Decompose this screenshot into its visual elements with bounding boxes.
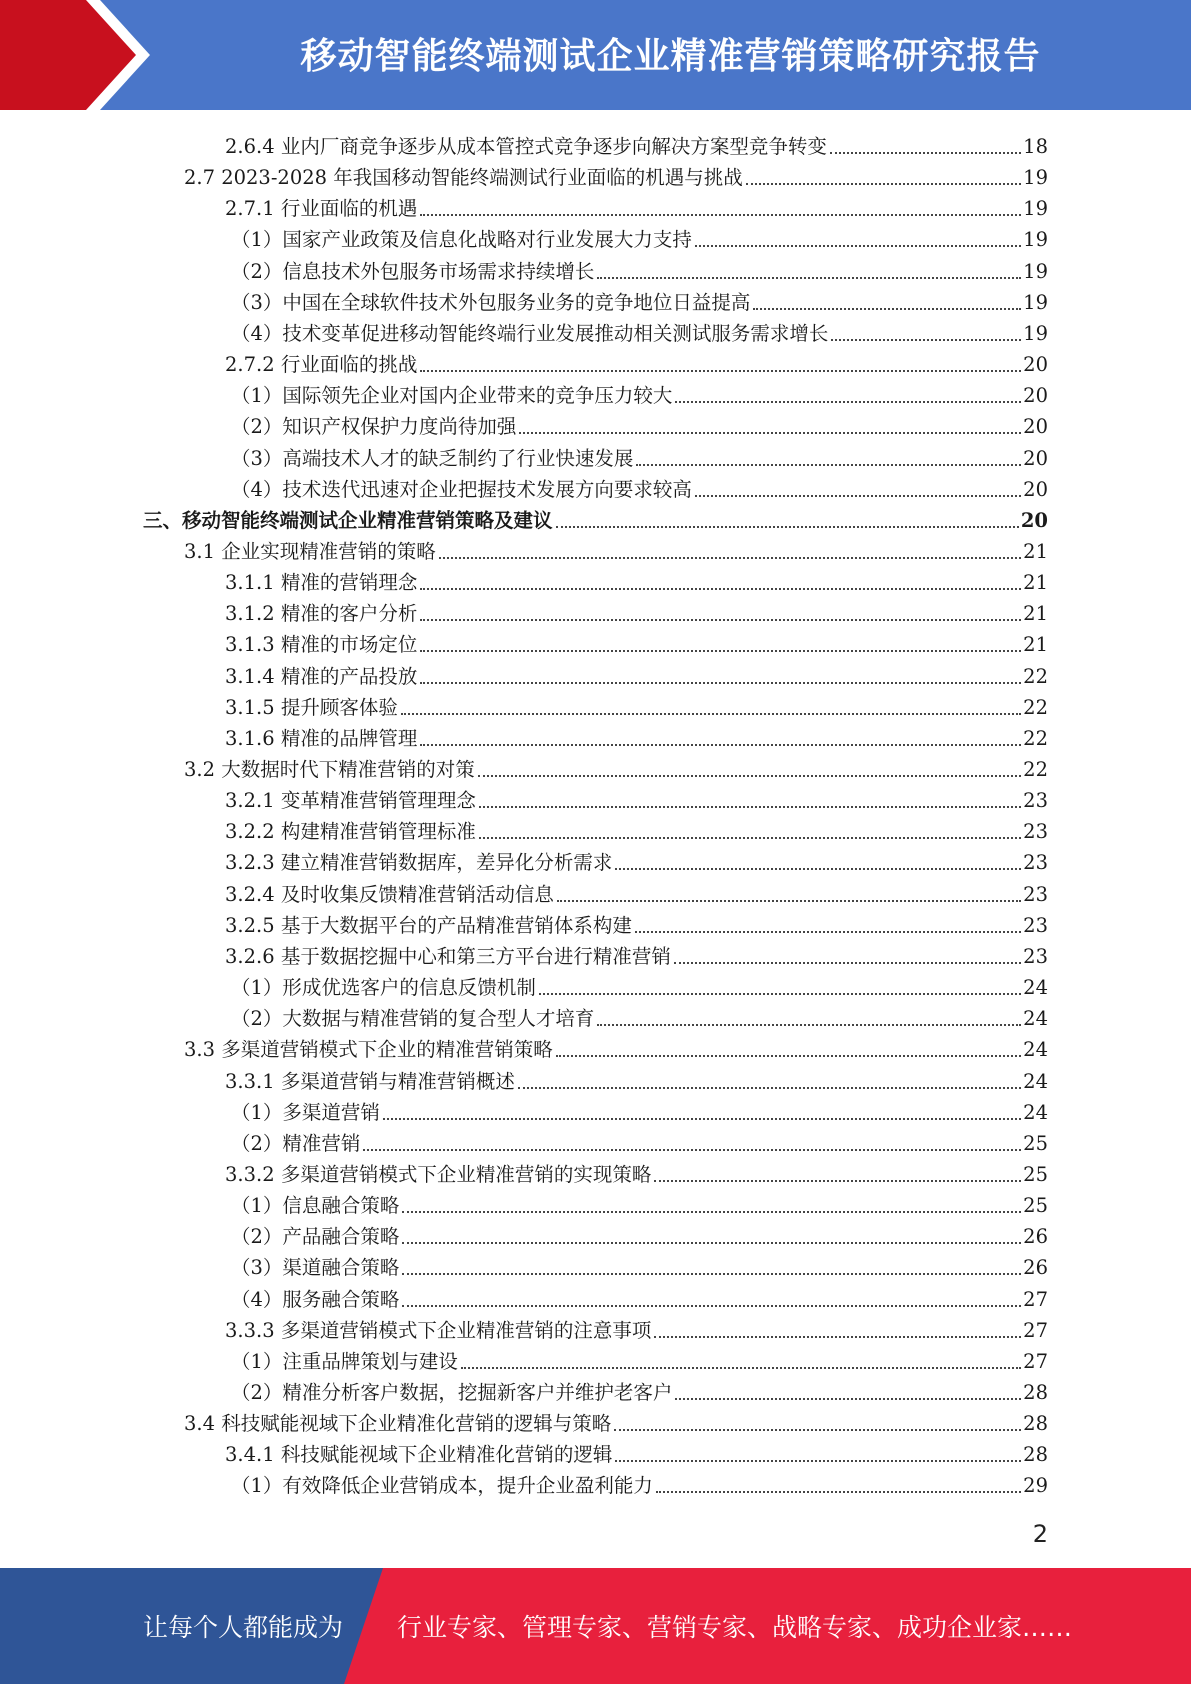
- toc-entry-page: 23: [1023, 944, 1048, 968]
- toc-entry[interactable]: [231, 471, 1048, 502]
- toc-entry[interactable]: [231, 284, 1048, 315]
- toc-entry-label: （4）技术变革促进移动智能终端行业发展推动相关测试服务需求增长: [231, 321, 829, 345]
- toc-entry-label: （2）产品融合策略: [231, 1225, 400, 1249]
- document-title: 移动智能终端测试企业精准营销策略研究报告: [300, 35, 1041, 77]
- toc-dot-leader: [615, 1460, 1021, 1462]
- toc-entry-page: 20: [1023, 477, 1048, 501]
- toc-dot-leader: [420, 214, 1021, 216]
- toc-dot-leader: [402, 1305, 1021, 1307]
- toc-entry[interactable]: [184, 533, 1048, 564]
- toc-dot-leader: [363, 1149, 1021, 1151]
- toc-entry-label: 3.1.3 精准的市场定位: [225, 633, 418, 657]
- toc-entry-label: 3.1.4 精准的产品投放: [225, 664, 418, 688]
- toc-dot-leader: [615, 868, 1021, 870]
- toc-entry-label: （2）精准营销: [231, 1131, 361, 1155]
- toc-entry-page: 27: [1023, 1349, 1048, 1373]
- toc-entry-label: 3.3.3 多渠道营销模式下企业精准营销的注意事项: [225, 1318, 652, 1342]
- toc-entry-label: 3.3.1 多渠道营销与精准营销概述: [225, 1069, 515, 1093]
- toc-entry-page: 23: [1023, 882, 1048, 906]
- toc-entry-label: （1）多渠道营销: [231, 1100, 380, 1124]
- toc-dot-leader: [479, 837, 1021, 839]
- toc-dot-leader: [654, 1336, 1021, 1338]
- toc-entry-label: 3.3.2 多渠道营销模式下企业精准营销的实现策略: [225, 1162, 652, 1186]
- toc-entry-page: 19: [1023, 321, 1048, 345]
- toc-dot-leader: [556, 526, 1019, 528]
- toc-entry-page: 25: [1023, 1162, 1048, 1186]
- toc-entry[interactable]: [231, 1218, 1048, 1249]
- toc-entry[interactable]: [225, 907, 1048, 938]
- toc-entry-page: 25: [1023, 1131, 1048, 1155]
- toc-entry-page: 22: [1023, 726, 1048, 750]
- toc-entry-page: 23: [1023, 820, 1048, 844]
- toc-entry[interactable]: [231, 377, 1048, 408]
- toc-entry[interactable]: [184, 751, 1048, 782]
- toc-entry-page: 21: [1023, 633, 1048, 657]
- toc-entry-label: （4）技术迭代迅速对企业把握技术发展方向要求较高: [231, 477, 692, 501]
- toc-entry-page: 21: [1023, 571, 1048, 595]
- toc-entry-page: 25: [1023, 1194, 1048, 1218]
- toc-entry-label: 2.7.1 行业面临的机遇: [225, 197, 418, 221]
- toc-entry-label: （1）有效降低企业营销成本，提升企业盈利能力: [231, 1474, 653, 1498]
- toc-entry-page: 23: [1023, 851, 1048, 875]
- toc-dot-leader: [654, 1180, 1021, 1182]
- toc-entry[interactable]: [225, 876, 1048, 907]
- toc-dot-leader: [746, 183, 1021, 185]
- toc-dot-leader: [478, 775, 1021, 777]
- toc-entry-page: 19: [1023, 166, 1048, 190]
- toc-entry-page: 23: [1023, 913, 1048, 937]
- toc-entry-label: （2）知识产权保护力度尚待加强: [231, 415, 517, 439]
- page-number: 2: [1032, 1520, 1048, 1548]
- toc-entry[interactable]: [225, 720, 1048, 751]
- toc-dot-leader: [420, 370, 1021, 372]
- toc-dot-leader: [753, 308, 1021, 310]
- toc-entry-label: （3）高端技术人才的缺乏制约了行业快速发展: [231, 446, 634, 470]
- toc-dot-leader: [439, 557, 1021, 559]
- toc-entry-label: （1）注重品牌策划与建设: [231, 1349, 458, 1373]
- toc-entry[interactable]: [231, 1000, 1048, 1031]
- toc-entry[interactable]: [225, 1312, 1048, 1343]
- toc-dot-leader: [695, 495, 1021, 497]
- toc-entry[interactable]: [225, 190, 1048, 221]
- toc-dot-leader: [635, 931, 1021, 933]
- toc-entry-page: 20: [1020, 508, 1048, 532]
- toc-entry-label: 3.4.1 科技赋能视域下企业精准化营销的逻辑: [225, 1443, 613, 1467]
- toc-entry-page: 24: [1023, 1038, 1048, 1062]
- toc-dot-leader: [420, 682, 1021, 684]
- toc-entry-label: （2）信息技术外包服务市场需求持续增长: [231, 259, 595, 283]
- toc-entry[interactable]: [231, 221, 1048, 252]
- toc-dot-leader: [479, 806, 1021, 808]
- toc-entry[interactable]: [184, 159, 1048, 190]
- toc-entry-page: 24: [1023, 976, 1048, 1000]
- toc-entry-label: （1）形成优选客户的信息反馈机制: [231, 976, 536, 1000]
- toc-entry-page: 20: [1023, 446, 1048, 470]
- toc-entry[interactable]: [225, 1156, 1048, 1187]
- toc-dot-leader: [539, 993, 1021, 995]
- toc-entry[interactable]: [184, 1405, 1048, 1436]
- toc-dot-leader: [656, 1491, 1021, 1493]
- toc-entry-page: 20: [1023, 384, 1048, 408]
- toc-dot-leader: [402, 1211, 1021, 1213]
- toc-dot-leader: [420, 588, 1021, 590]
- toc-entry-label: （2）精准分析客户数据，挖掘新客户并维护老客户: [231, 1381, 673, 1404]
- toc-entry-label: 3.1.5 提升顾客体验: [225, 695, 398, 719]
- toc-entry-label: 3.2.6 基于数据挖掘中心和第三方平台进行精准营销: [225, 944, 671, 968]
- toc-entry-page: 28: [1023, 1381, 1048, 1404]
- toc-entry[interactable]: [231, 315, 1048, 346]
- toc-entry[interactable]: [225, 595, 1048, 626]
- toc-entry-label: 3.1.2 精准的客户分析: [225, 602, 418, 626]
- toc-entry-label: 3.2.1 变革精准营销管理理念: [225, 789, 476, 813]
- toc-entry-page: 29: [1023, 1474, 1048, 1498]
- toc-entry[interactable]: [231, 408, 1048, 439]
- toc-dot-leader: [636, 464, 1021, 466]
- footer-slogan-left: 让每个人都能成为: [143, 1613, 344, 1642]
- toc-entry[interactable]: [225, 626, 1048, 657]
- toc-entry-page: 24: [1023, 1069, 1048, 1093]
- toc-dot-leader: [674, 962, 1021, 964]
- toc-entry-label: 2.6.4 业内厂商竞争逐步从成本管控式竞争逐步向解决方案型竞争转变: [225, 135, 827, 158]
- toc-entry-label: 3.2.4 及时收集反馈精准营销活动信息: [225, 882, 554, 906]
- toc-entry[interactable]: [231, 969, 1048, 1000]
- toc-entry-page: 22: [1023, 758, 1048, 781]
- toc-entry-label: 3.1 企业实现精准营销的策略: [184, 539, 436, 563]
- toc-dot-leader: [597, 277, 1021, 279]
- toc-entry-label: 2.7.2 行业面临的挑战: [225, 353, 418, 377]
- toc-entry[interactable]: [184, 1031, 1048, 1062]
- toc-dot-leader: [831, 339, 1021, 341]
- toc-entry-label: 2.7 2023-2028 年我国移动智能终端测试行业面临的机遇与挑战: [184, 166, 743, 190]
- toc-entry[interactable]: [225, 813, 1048, 844]
- toc-entry[interactable]: [225, 938, 1048, 969]
- toc-entry-page: 19: [1023, 290, 1048, 314]
- toc-entry[interactable]: [231, 1125, 1048, 1156]
- toc-entry[interactable]: [231, 1467, 1048, 1498]
- toc-entry-label: 3.1.1 精准的营销理念: [225, 571, 418, 595]
- toc-entry[interactable]: [225, 128, 1048, 159]
- toc-entry[interactable]: [231, 1343, 1048, 1374]
- toc-dot-leader: [401, 713, 1021, 715]
- toc-entry-label: （1）信息融合策略: [231, 1194, 400, 1218]
- toc-entry-label: 3.2.2 构建精准营销管理标准: [225, 820, 476, 844]
- toc-entry-label: （1）国际领先企业对国内企业带来的竞争压力较大: [231, 384, 673, 408]
- toc-entry-page: 21: [1023, 602, 1048, 626]
- toc-entry-label: 3.2.3 建立精准营销数据库，差异化分析需求: [225, 851, 613, 875]
- toc-entry-page: 22: [1023, 695, 1048, 719]
- toc-entry[interactable]: [225, 1436, 1048, 1467]
- toc-dot-leader: [420, 619, 1021, 621]
- toc-entry-page: 22: [1023, 664, 1048, 688]
- toc-entry[interactable]: [225, 346, 1048, 377]
- toc-entry-page: 24: [1023, 1007, 1048, 1031]
- page-footer: [0, 1568, 1191, 1684]
- toc-dot-leader: [557, 900, 1021, 902]
- toc-entry-label: 3.4 科技赋能视域下企业精准化营销的逻辑与策略: [184, 1412, 612, 1436]
- toc-entry-label: 3.2 大数据时代下精准营销的对策: [184, 758, 475, 781]
- toc-dot-leader: [597, 1024, 1021, 1026]
- toc-entry-label: （2）大数据与精准营销的复合型人才培育: [231, 1007, 595, 1031]
- toc-entry-label: （4）服务融合策略: [231, 1287, 400, 1311]
- toc-entry-page: 18: [1023, 135, 1048, 158]
- toc-entry-page: 21: [1023, 539, 1048, 563]
- toc-entry-page: 19: [1023, 197, 1048, 221]
- toc-entry[interactable]: [225, 689, 1048, 720]
- toc-entry[interactable]: [225, 564, 1048, 595]
- toc-entry[interactable]: [231, 1249, 1048, 1280]
- toc-entry[interactable]: [231, 1374, 1048, 1405]
- toc-dot-leader: [614, 1429, 1021, 1431]
- toc-entry-label: （3）中国在全球软件技术外包服务业务的竞争地位日益提高: [231, 290, 751, 314]
- toc-entry[interactable]: [225, 1063, 1048, 1094]
- toc-dot-leader: [518, 1087, 1021, 1089]
- toc-entry-page: 27: [1023, 1318, 1048, 1342]
- toc-dot-leader: [383, 1118, 1021, 1120]
- toc-entry[interactable]: [143, 502, 1048, 533]
- toc-entry[interactable]: [225, 782, 1048, 813]
- toc-entry-page: 19: [1023, 228, 1048, 252]
- toc-entry[interactable]: [231, 1281, 1048, 1312]
- toc-entry[interactable]: [231, 1187, 1048, 1218]
- toc-entry-page: 26: [1023, 1225, 1048, 1249]
- toc-entry-label: 3.3 多渠道营销模式下企业的精准营销策略: [184, 1038, 553, 1062]
- toc-entry-label: 3.1.6 精准的品牌管理: [225, 726, 418, 750]
- toc-dot-leader: [402, 1242, 1021, 1244]
- toc-dot-leader: [675, 1398, 1021, 1400]
- toc-entry[interactable]: [225, 844, 1048, 875]
- header-chevron-graphic: [0, 0, 160, 110]
- toc-entry-label: （3）渠道融合策略: [231, 1256, 400, 1280]
- toc-dot-leader: [695, 245, 1021, 247]
- toc-entry-page: 28: [1023, 1412, 1048, 1436]
- toc-dot-leader: [402, 1273, 1021, 1275]
- toc-entry-page: 24: [1023, 1100, 1048, 1124]
- toc-entry-page: 28: [1023, 1443, 1048, 1467]
- toc-entry[interactable]: [231, 440, 1048, 471]
- toc-dot-leader: [519, 432, 1021, 434]
- toc-entry[interactable]: [225, 658, 1048, 689]
- toc-dot-leader: [461, 1367, 1021, 1369]
- toc-entry-label: 3.2.5 基于大数据平台的产品精准营销体系构建: [225, 913, 632, 937]
- toc-entry[interactable]: [231, 1094, 1048, 1125]
- toc-entry-label: 三、移动智能终端测试企业精准营销策略及建议: [143, 508, 553, 532]
- toc-dot-leader: [420, 744, 1021, 746]
- toc-entry-page: 23: [1023, 789, 1048, 813]
- toc-entry-page: 26: [1023, 1256, 1048, 1280]
- toc-dot-leader: [675, 401, 1021, 403]
- footer-slogan-right: 行业专家、管理专家、营销专家、战略专家、成功企业家……: [397, 1613, 1073, 1642]
- toc-entry[interactable]: [231, 253, 1048, 284]
- toc-dot-leader: [556, 1055, 1021, 1057]
- toc-entry-page: 27: [1023, 1287, 1048, 1311]
- toc-dot-leader: [420, 650, 1021, 652]
- toc-entry-page: 20: [1023, 415, 1048, 439]
- toc-entry-page: 20: [1023, 353, 1048, 377]
- page-header: [0, 0, 1191, 110]
- toc-entry-label: （1）国家产业政策及信息化战略对行业发展大力支持: [231, 228, 692, 252]
- toc-dot-leader: [830, 152, 1021, 154]
- toc-entry-page: 19: [1023, 259, 1048, 283]
